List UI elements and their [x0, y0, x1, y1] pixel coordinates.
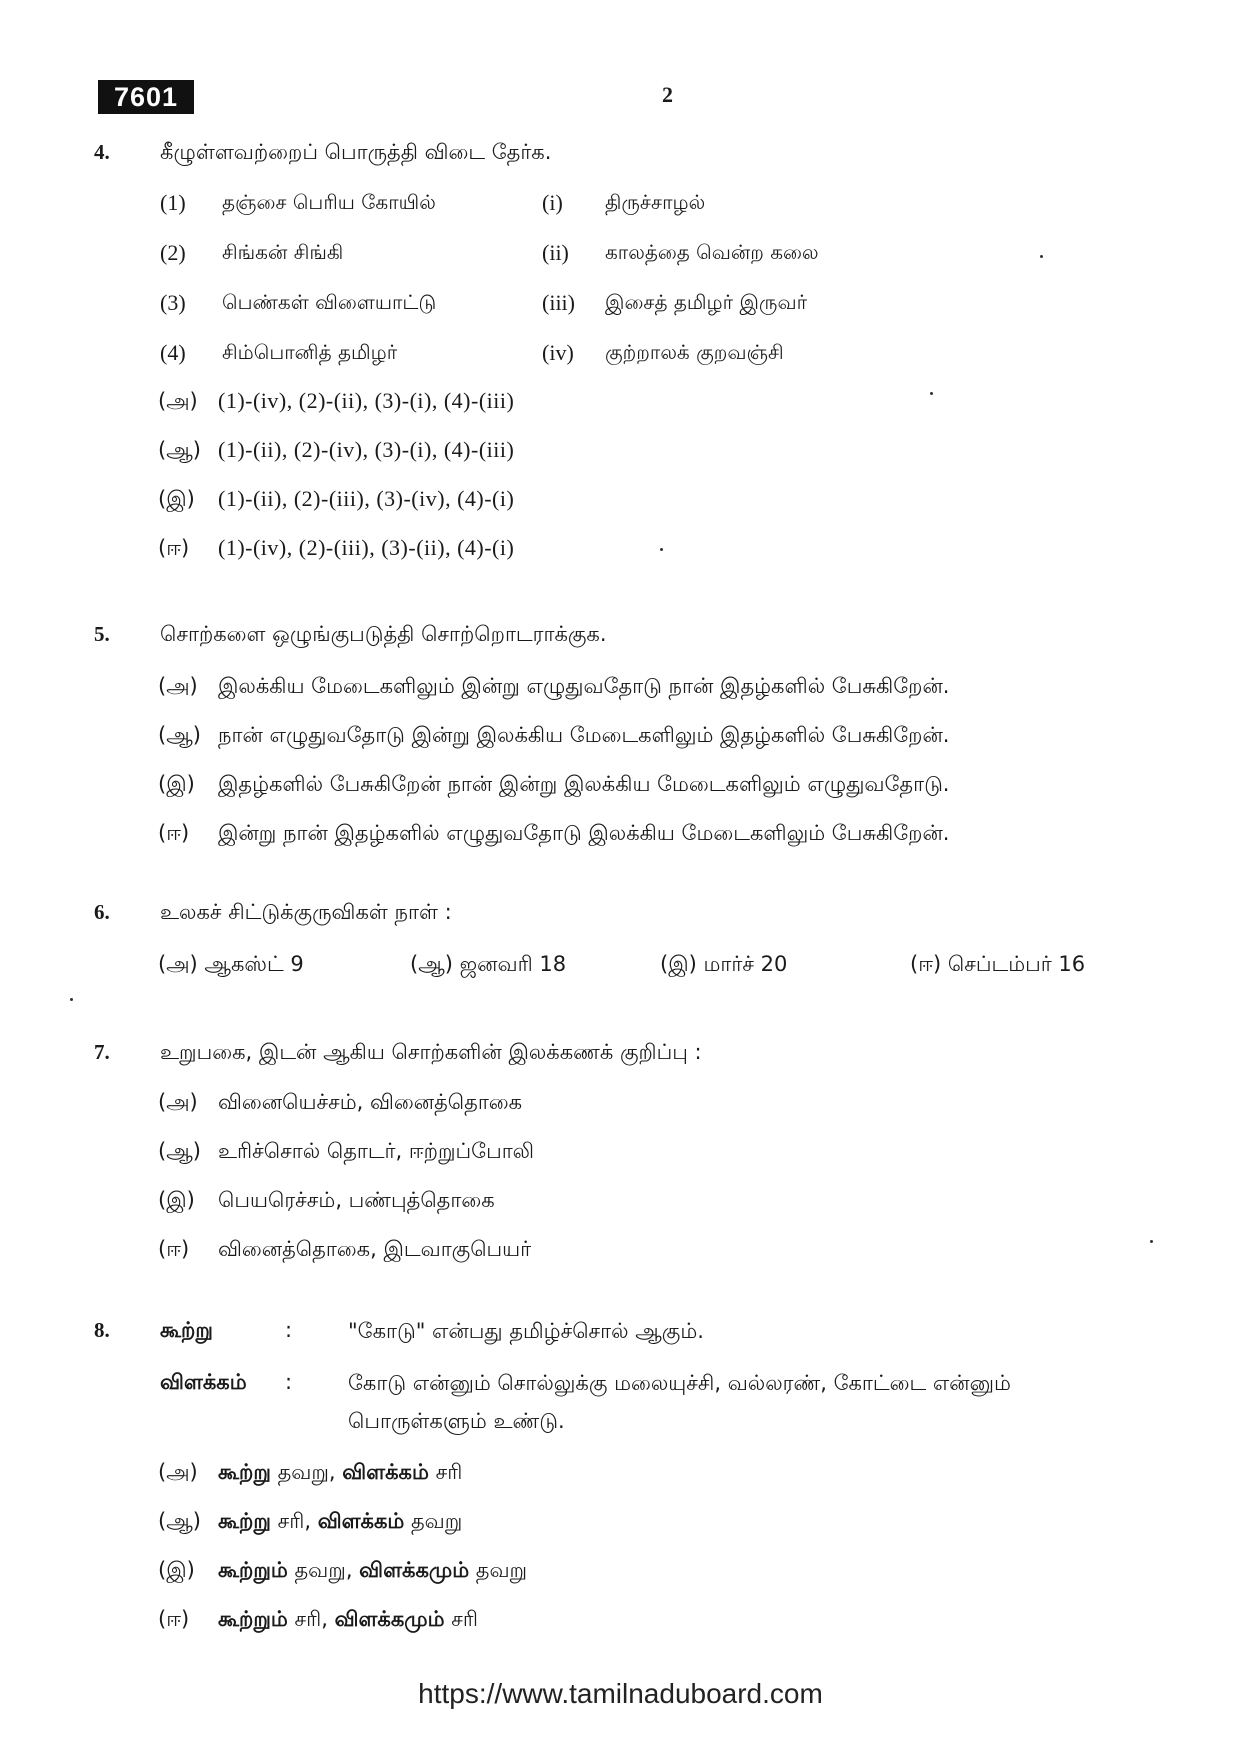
question-7-text: உறுபகை, இடன் ஆகிய சொற்களின் இலக்கணக் குறிப்பு :: [160, 1040, 702, 1064]
match-right-item: திருச்சாழல்: [605, 190, 706, 214]
option-bold-term: விளக்கம்: [342, 1460, 429, 1484]
question-6-number: 6.: [94, 900, 110, 924]
statement-text: "கோடு" என்பது தமிழ்ச்சொல் ஆகும்.: [348, 1319, 704, 1343]
scan-speck: [1040, 255, 1043, 258]
q8-option-d[interactable]: [158, 1607, 478, 1634]
option-label: (ஈ): [158, 1237, 190, 1261]
option-text: செப்டம்பர் 16: [947, 952, 1086, 976]
option-label: (ஈ): [158, 1607, 190, 1631]
option-text: தவறு: [404, 1509, 463, 1533]
option-text: சரி,: [270, 1509, 318, 1533]
option-text: (1)-(ii), (2)-(iv), (3)-(i), (4)-(iii): [218, 437, 515, 462]
option-text: இன்று நான் இதழ்களில் எழுதுவதோடு இலக்கிய மேடைகளிலும் பேசுகிறேன்.: [218, 821, 950, 845]
option-label: (அ): [158, 389, 198, 413]
statement-colon: :: [285, 1318, 293, 1342]
q5-option-b[interactable]: [158, 723, 949, 750]
q7-option-b[interactable]: [158, 1139, 534, 1166]
option-text: சரி,: [287, 1607, 335, 1631]
option-bold-term: கூற்றும்: [218, 1558, 288, 1582]
option-bold-term: கூற்றும்: [218, 1607, 288, 1631]
q5-option-d[interactable]: [158, 821, 949, 848]
match-left-number: (4): [160, 340, 186, 365]
question-6-text: உலகச் சிட்டுக்குருவிகள் நாள் :: [160, 900, 452, 924]
option-text: பெயரெச்சம், பண்புத்தொகை: [218, 1188, 495, 1212]
q6-option-a[interactable]: [158, 952, 304, 979]
question-4-text: கீழுள்ளவற்றைப் பொருத்தி விடை தேர்க.: [160, 140, 552, 164]
scan-speck: [930, 392, 933, 395]
option-label: (அ): [158, 1460, 198, 1484]
match-left-number: (2): [160, 240, 186, 265]
question-4-number: 4.: [94, 140, 110, 164]
option-text: தவறு: [469, 1558, 528, 1582]
option-bold-term: விளக்கம்: [317, 1509, 405, 1533]
explanation-line: கோடு என்னும் சொல்லுக்கு மலையுச்சி, வல்லரண், கோட்டை என்னும்: [348, 1371, 1011, 1395]
option-text: இதழ்களில் பேசுகிறேன் நான் இன்று இலக்கிய மேடைகளிலும் எழுதுவதோடு.: [218, 772, 950, 796]
option-label: (இ): [158, 772, 195, 796]
option-text: மார்ச் 20: [703, 952, 788, 976]
option-bold-term: கூற்று: [218, 1509, 271, 1533]
option-text: வினைத்தொகை, இடவாகுபெயர்: [218, 1237, 532, 1261]
option-text: தவறு,: [270, 1460, 343, 1484]
option-text: நான் எழுதுவதோடு இன்று இலக்கிய மேடைகளிலும் இதழ்களில் பேசுகிறேன்.: [218, 723, 950, 747]
q4-option-a[interactable]: [158, 388, 514, 416]
page-number: 2: [662, 82, 673, 107]
explanation-label: விளக்கம்: [160, 1370, 247, 1394]
option-text: ஜனவரி 18: [459, 952, 567, 976]
option-text: (1)-(iv), (2)-(iii), (3)-(ii), (4)-(i): [218, 535, 515, 560]
scan-speck: [1150, 1240, 1153, 1243]
option-label: (ஈ): [910, 952, 942, 976]
option-text: வினையெச்சம், வினைத்தொகை: [218, 1090, 523, 1114]
option-text: (1)-(iv), (2)-(ii), (3)-(i), (4)-(iii): [218, 388, 515, 413]
scan-speck: [70, 998, 73, 1001]
option-label: (ஆ): [158, 438, 201, 462]
explanation-line: பொருள்களும் உண்டு.: [348, 1409, 565, 1433]
match-right-number: (iv): [542, 340, 574, 365]
q4-option-c[interactable]: [158, 486, 514, 514]
match-left-number: (1): [160, 190, 186, 215]
option-label: (ஈ): [158, 821, 190, 845]
q6-option-d[interactable]: [910, 952, 1085, 979]
match-left-item: பெண்கள் விளையாட்டு: [222, 290, 437, 314]
q8-option-c[interactable]: [158, 1558, 527, 1585]
option-label: (அ): [158, 952, 198, 976]
match-right-item: காலத்தை வென்ற கலை: [605, 240, 819, 264]
match-right-item: இசைத் தமிழர் இருவர்: [605, 290, 808, 314]
q7-option-c[interactable]: [158, 1188, 495, 1215]
q5-option-c[interactable]: [158, 772, 949, 799]
option-text: உரிச்சொல் தொடர், ஈற்றுப்போலி: [218, 1139, 535, 1163]
explanation-text: [348, 1364, 1178, 1440]
scan-speck: [660, 548, 663, 551]
option-text: சரி: [444, 1607, 478, 1631]
match-right-number: (iii): [542, 290, 575, 315]
q8-option-a[interactable]: [158, 1460, 462, 1487]
option-label: (ஆ): [158, 723, 201, 747]
paper-code-badge: 7601: [98, 80, 194, 114]
question-7-number: 7.: [94, 1040, 110, 1064]
option-label: (இ): [660, 952, 697, 976]
option-label: (இ): [158, 487, 195, 511]
q5-option-a[interactable]: [158, 674, 949, 701]
option-label: (ஆ): [158, 1139, 201, 1163]
match-right-item: குற்றாலக் குறவஞ்சி: [605, 340, 784, 364]
option-bold-term: விளக்கமும்: [359, 1558, 470, 1582]
option-text: ஆகஸ்ட் 9: [204, 952, 304, 976]
match-right-number: (i): [542, 190, 563, 215]
question-5-number: 5.: [94, 622, 110, 646]
option-label: (அ): [158, 674, 198, 698]
option-text: தவறு,: [287, 1558, 360, 1582]
option-label: (இ): [158, 1188, 195, 1212]
q7-option-d[interactable]: [158, 1237, 531, 1264]
match-left-item: சிம்பொனித் தமிழர்: [222, 340, 398, 364]
match-left-item: தஞ்சை பெரிய கோயில்: [222, 190, 436, 214]
q6-option-b[interactable]: [410, 952, 566, 979]
question-5-text: சொற்களை ஒழுங்குபடுத்தி சொற்றொடராக்குக.: [160, 622, 607, 646]
option-text: (1)-(ii), (2)-(iii), (3)-(iv), (4)-(i): [218, 486, 515, 511]
option-label: (இ): [158, 1558, 195, 1582]
option-label: (ஆ): [158, 1509, 201, 1533]
option-label: (அ): [158, 1090, 198, 1114]
question-8-number: 8.: [94, 1318, 110, 1342]
option-text: சரி: [428, 1460, 463, 1484]
q8-option-b[interactable]: [158, 1509, 462, 1536]
match-left-item: சிங்கன் சிங்கி: [222, 240, 344, 264]
footer-url[interactable]: https://www.tamilnaduboard.com: [418, 1678, 823, 1709]
q4-option-d[interactable]: [158, 535, 514, 563]
q6-option-c[interactable]: [660, 952, 787, 979]
option-bold-term: கூற்று: [218, 1460, 271, 1484]
option-text: இலக்கிய மேடைகளிலும் இன்று எழுதுவதோடு நான் இதழ்களில் பேசுகிறேன்.: [218, 674, 950, 698]
option-label: (ஆ): [410, 952, 453, 976]
match-right-number: (ii): [542, 240, 569, 265]
explanation-colon: :: [285, 1370, 293, 1394]
statement-label: கூற்று: [160, 1318, 213, 1342]
option-bold-term: விளக்கமும்: [334, 1607, 445, 1631]
q7-option-a[interactable]: [158, 1090, 522, 1117]
option-label: (ஈ): [158, 536, 190, 560]
match-left-number: (3): [160, 290, 186, 315]
q4-option-b[interactable]: [158, 437, 514, 465]
